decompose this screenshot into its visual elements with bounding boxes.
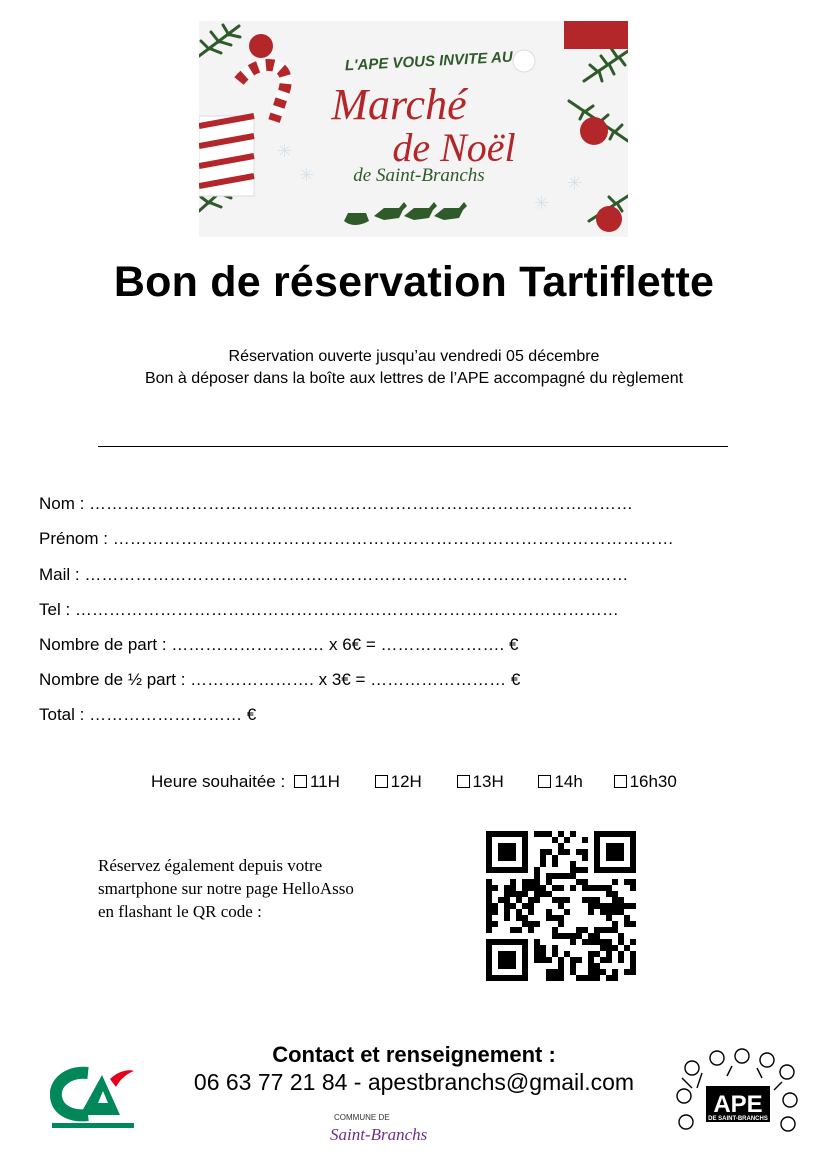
- helloasso-instructions: Réservez également depuis votre smartphone sur notre page HelloAsso en flashant le QR code :: [98, 856, 354, 921]
- svg-text:COMMUNE DE: COMMUNE DE: [334, 1113, 390, 1122]
- commune-saint-branchs-logo: [312, 1108, 432, 1158]
- marche-de-noel-banner: [199, 21, 628, 237]
- contact-title: Contact et renseignement :: [272, 1042, 556, 1067]
- field-nombre-demi-part[interactable]: Nombre de ½ part : …………………. x 3€ = …………………… €: [39, 670, 521, 689]
- page-title: Bon de réservation Tartiflette: [113, 258, 715, 306]
- svg-text:✳: ✳: [567, 173, 583, 194]
- svg-text:L'APE VOUS INVITE AU: L'APE VOUS INVITE AU: [344, 48, 514, 75]
- hour-option-11h[interactable]: 11H: [294, 772, 340, 792]
- divider-line: [98, 446, 728, 447]
- checkbox-icon[interactable]: [538, 775, 551, 788]
- hour-option-12h[interactable]: 12H: [375, 772, 422, 792]
- checkbox-icon[interactable]: [614, 775, 627, 788]
- svg-text:APE: APE: [713, 1091, 763, 1118]
- field-nombre-part[interactable]: Nombre de part : ……………………… x 6€ = …………………. €: [39, 635, 519, 654]
- field-nom[interactable]: Nom : ……………………………………………………………………………………: [39, 494, 634, 513]
- credit-agricole-logo: [50, 1065, 136, 1129]
- hour-option-16h30[interactable]: 16h30: [614, 772, 677, 792]
- svg-text:de Noël: de Noël: [392, 125, 516, 170]
- svg-text:✳: ✳: [299, 165, 315, 186]
- svg-text:de Saint-Branchs: de Saint-Branchs: [353, 165, 485, 186]
- ape-saint-branchs-logo: [672, 1048, 802, 1136]
- checkbox-icon[interactable]: [375, 775, 388, 788]
- svg-text:Marché: Marché: [331, 80, 467, 129]
- field-tel[interactable]: Tel : ……………………………………………………………………………………: [39, 600, 619, 619]
- svg-text:Saint-Branchs: Saint-Branchs: [330, 1125, 428, 1144]
- field-total[interactable]: Total : ……………………… €: [39, 705, 257, 724]
- contact-phone-email[interactable]: 06 63 77 21 84 - apestbranchs@gmail.com: [193, 1069, 635, 1095]
- qr-code-icon[interactable]: [486, 831, 636, 981]
- svg-text:✳: ✳: [534, 193, 550, 214]
- hours-label: Heure souhaitée :: [151, 772, 286, 791]
- hour-option-13h[interactable]: 13H: [457, 772, 504, 792]
- svg-text:✳: ✳: [277, 141, 293, 162]
- svg-text:DE SAINT-BRANCHS: DE SAINT-BRANCHS: [708, 1116, 768, 1122]
- preferred-time: [151, 772, 677, 792]
- checkbox-icon[interactable]: [457, 775, 470, 788]
- subtitle-instructions: Bon à déposer dans la boîte aux lettres de l’APE accompagné du règlement: [144, 370, 684, 387]
- checkbox-icon[interactable]: [294, 775, 307, 788]
- field-mail[interactable]: Mail : ……………………………………………………………………………………: [39, 565, 629, 584]
- subtitle-deadline: Réservation ouverte jusqu’au vendredi 05 décembre: [228, 348, 600, 365]
- hour-option-14h[interactable]: 14h: [538, 772, 582, 792]
- field-prenom[interactable]: Prénom : ………………………………………………………………………………………: [39, 529, 674, 548]
